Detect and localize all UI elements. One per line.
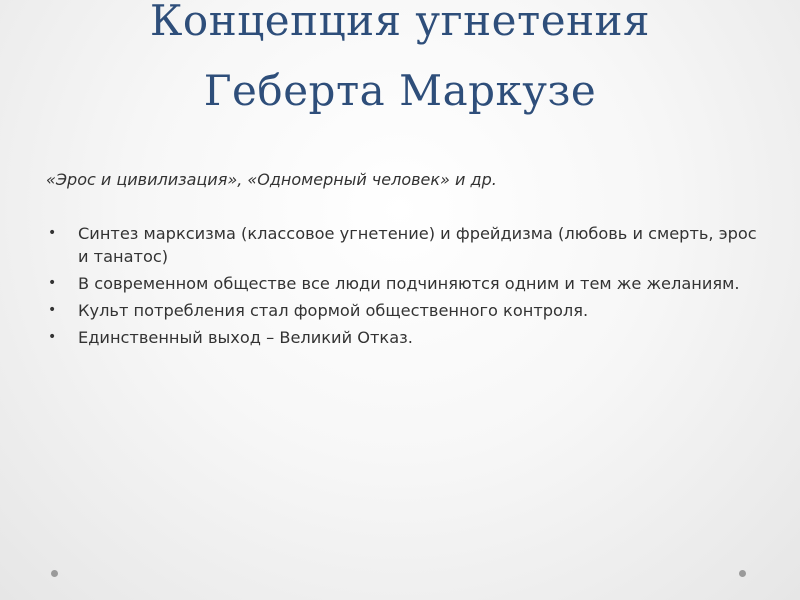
list-item: [44, 272, 764, 295]
bullet-text: В современном обществе все люди подчиняются одним и тем же желаниям.: [78, 274, 740, 293]
bullet-list: [44, 222, 764, 353]
list-item: [44, 299, 764, 322]
title-line-2: Геберта Маркузе: [203, 66, 597, 115]
decorative-dot-icon: [51, 570, 58, 577]
decorative-dot-icon: [739, 570, 746, 577]
slide-subtitle: «Эрос и цивилизация», «Одномерный человек» и др.: [46, 170, 497, 189]
bullet-text: Синтез марксизма (классовое угнетение) и фрейдизма (любовь и смерть, эрос и танатос): [78, 224, 757, 266]
bullet-icon: •: [48, 225, 57, 241]
slide-title: [0, 0, 800, 126]
bullet-icon: •: [48, 275, 57, 291]
bullet-text: Культ потребления стал формой общественного контроля.: [78, 301, 589, 320]
list-item: [44, 326, 764, 349]
bullet-text: Единственный выход – Великий Отказ.: [78, 328, 413, 347]
title-line-1: Концепция угнетения: [149, 0, 651, 45]
bullet-icon: •: [48, 329, 57, 345]
bullet-icon: •: [48, 302, 57, 318]
list-item: [44, 222, 764, 268]
